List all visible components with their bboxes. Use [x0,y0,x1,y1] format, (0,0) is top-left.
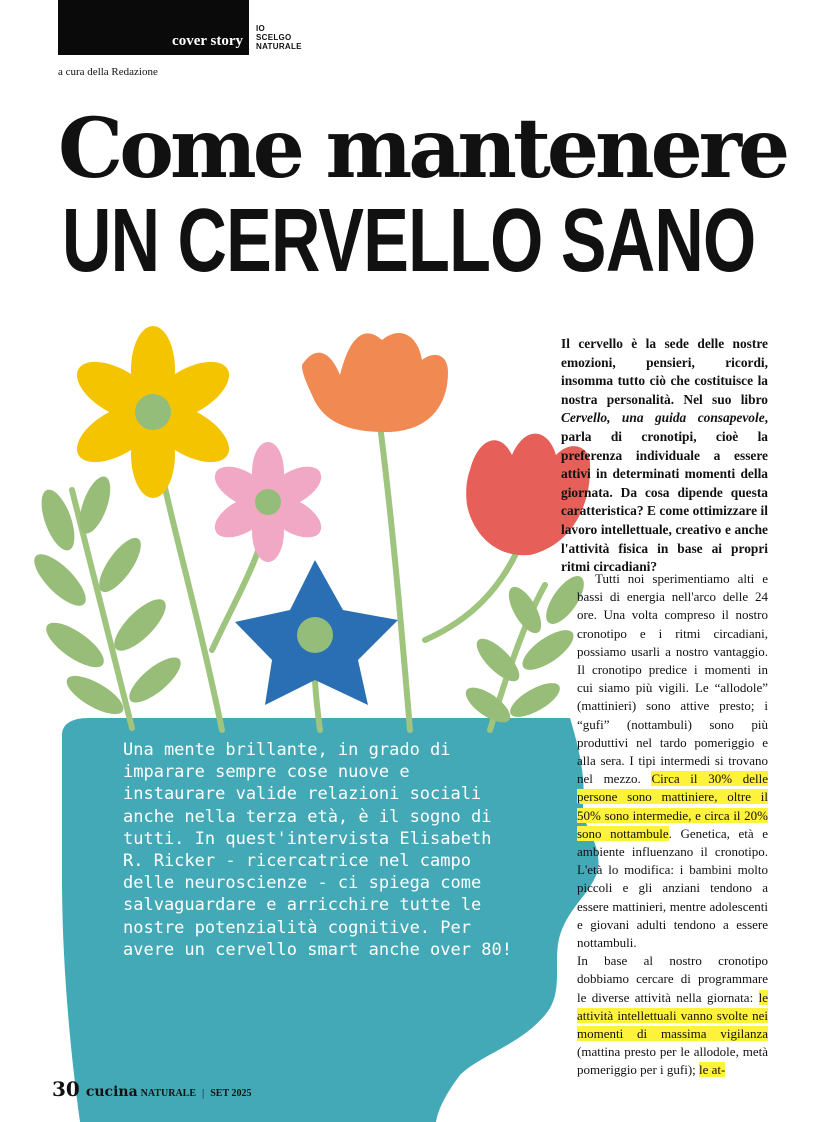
body-text: In base al nostro cronotipo dobbiamo cercare di programmare le diverse attività nella giornata: [577,953,768,1005]
body-text: Tutti noi sperimentiamo alti e bassi di energia nell'arco delle 24 ore. Una volta compreso il nostro cronotipo e i ritmi circadiani, possiamo usarli a nostro vantaggio. Il cronotipo predice i momenti in cui siamo più vigili. Le “allodole” (mattinieri) sono attive presto; i “gufi” (nottambuli) sono più produttivi nel tardo pomeriggio e alla sera. I tipi intermedi si trovano nel mezzo. [577,571,768,787]
highlighted-text: le at- [699,1062,726,1078]
body-paragraph-1 [577,570,768,952]
lead-text: Il cervello è la sede delle nostre emozioni, pensieri, ricordi, insomma tutto ciò che costituisce la nostra personalità. Nel suo libro [561,336,768,407]
flower-head-illustration [0,300,600,1122]
magazine-name: cucina [85,1084,138,1100]
page-footer [52,1077,251,1101]
brand-line: NATURALE [256,42,302,51]
red-tulip-stem [425,545,520,640]
footer-separator: | [202,1087,205,1099]
page-number: 30 [52,1077,80,1101]
issue-date: SET 2025 [210,1088,252,1099]
magazine-name-suffix: NATURALE [140,1088,197,1099]
body-paragraph-2 [577,952,768,1079]
yellow-flower [68,326,239,498]
orange-tulip [302,333,448,432]
lead-text: , parla di cronotipi, cioè la preferenza individuale a essere attivi in determinati momenti della giornata. Da cosa dipende questa caratteristica? E come ottimizzare il lavoro intellettuale, creativo e anche l'attività fisica in base ai propri ritmi circadiani? [561,410,768,575]
byline: a cura della Redazione [58,66,158,78]
brand-line: IO [256,24,266,33]
brand-tag [256,24,302,51]
highlighted-text: Circa il 30% delle persone sono mattiniere, oltre il 50% sono intermedie, e circa il 20% sono nottambule [577,771,769,841]
brand-line: SCELGO [256,33,292,42]
article-body [577,570,768,1080]
section-label: cover story [172,33,243,49]
body-text: (mattina presto per le allodole, metà pomeriggio per i gufi); [577,1044,768,1078]
right-leaves [460,570,590,729]
body-text: . Genetica, età e ambiente influenzano il cronotipo. L'età lo modifica: i bambini molto piccoli e gli anziani tendono a essere mattinieri, mentre adolescenti e giovani adulti tendono a essere nottambuli. [577,825,769,951]
orange-tulip-stem [380,425,410,730]
pink-flower [208,442,328,562]
headline-line-2: UN CERVELLO SANO [62,191,756,291]
intro-blurb [123,739,513,961]
book-title: Cervello, una guida consapevole [561,410,765,426]
section-header-bar [58,0,249,55]
headline-line-1: Come mantenere [58,101,787,197]
lead-paragraph [561,335,768,577]
highlighted-text: le attività intellettuali vanno svolte nei momenti di massima vigilanza [577,989,768,1042]
intro-text: Una mente brillante, in grado di imparare sempre cose nuove e instaurare valide relazioni sociali anche nella terza età, è il sogno di tutti. In quest'intervista Elisabeth R. Ricker - ricercatrice nel campo delle neuroscienze - ci spiega come salvaguardare e arricchire tutte le nostre potenzialità cognitive. Per avere un cervello smart anche over 80! [123,740,512,960]
left-leaves [27,473,187,722]
